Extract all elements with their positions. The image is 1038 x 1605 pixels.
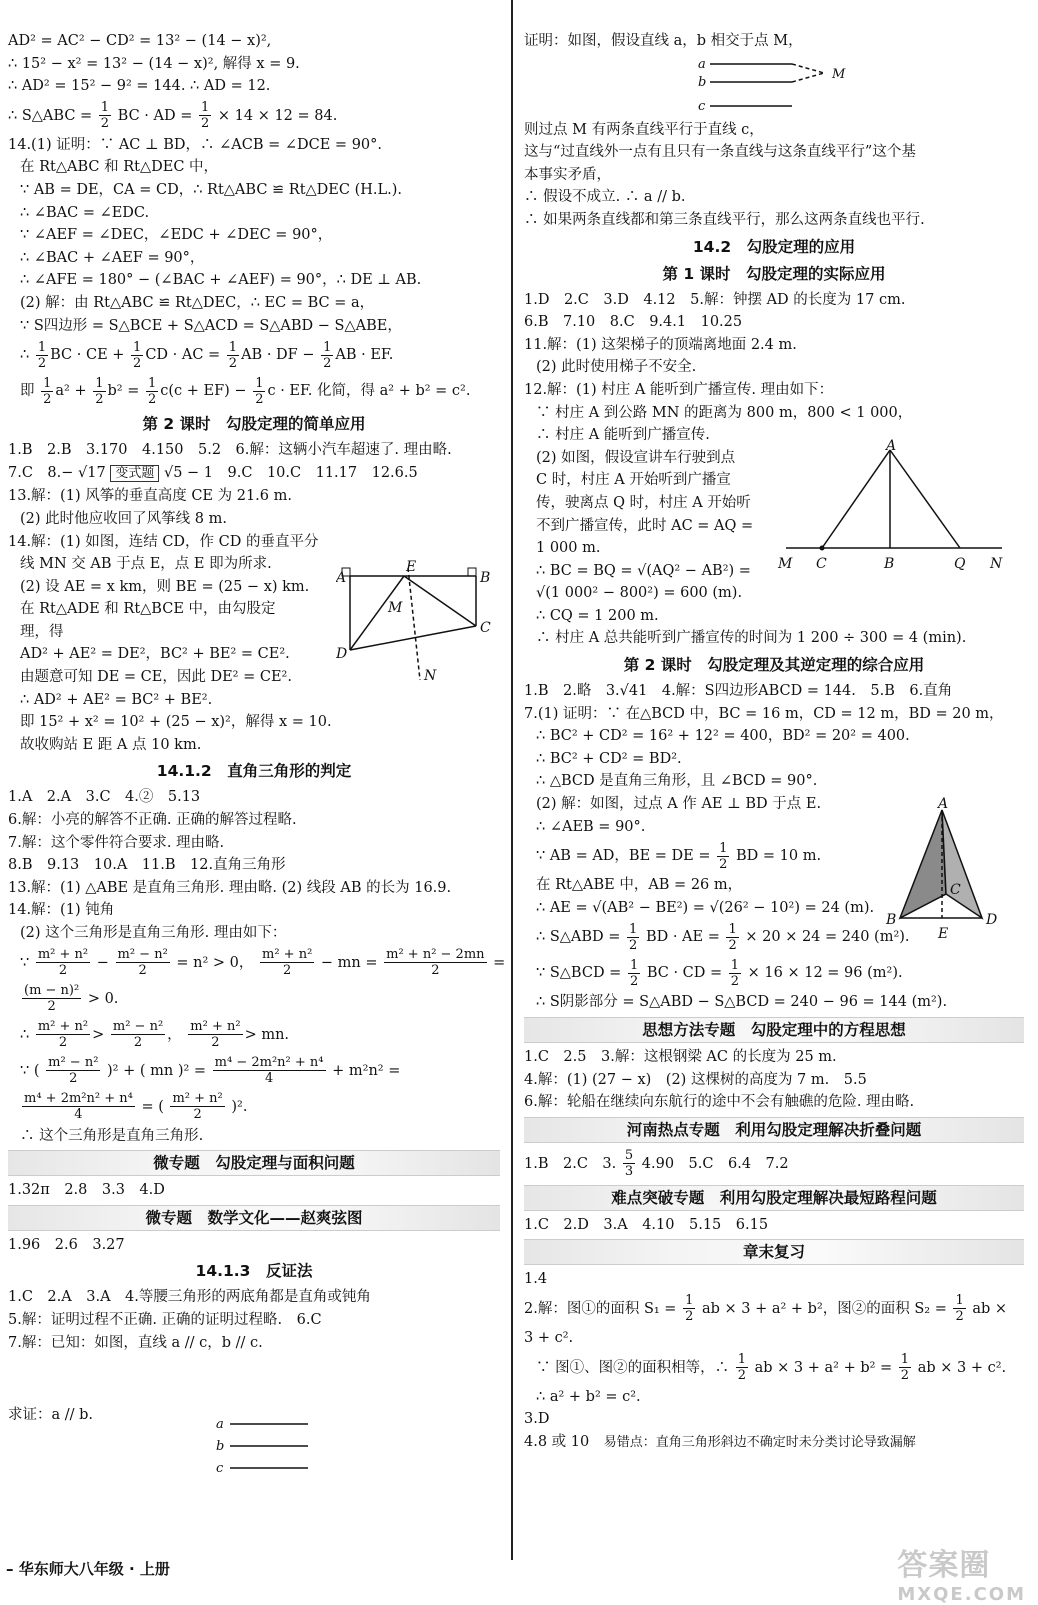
answer-line: ∴ BC² + CD² = BD². bbox=[536, 750, 682, 767]
text-line: ∵ S四边形 = S△BCE + S△ACD = S△ABD − S△ABE， bbox=[20, 317, 402, 334]
answer-line: AD² + AE² = DE²，BC² + BE² = CE². bbox=[20, 646, 290, 663]
fraction: $\frac{1}{2}$ bbox=[200, 100, 210, 132]
text-line: ∴ AD² = 15² − 9² = 144. ∴ AD = 12. bbox=[8, 78, 271, 95]
answer-line: 1.A 2.A 3.C 4.② 5.13 bbox=[8, 789, 201, 806]
watermark-logo: 答案圈 MXQE.COM bbox=[897, 1548, 1026, 1605]
answer-line: 1.C 2.5 3.解：这根钢梁 AC 的长度为 25 m. bbox=[524, 1049, 837, 1065]
answer-line: 7.(1) 证明：∵ 在△BCD 中，BC = 16 m，CD = 12 m，BD = 20 m， bbox=[524, 705, 1004, 722]
svg-text:b: b bbox=[698, 75, 707, 90]
formula-line: $\frac{\text{m⁴ + 2m²n² + n⁴}}{4}$ = ( $\frac{\text{m² + n²}}{2}$ )². bbox=[24, 1091, 248, 1123]
answer-line: 1.B 2.略 3.√41 4.解：S四边形ABCD = 144. 5.B 6.直角 bbox=[524, 683, 953, 700]
answer-line: ∴ S△ABD = $\frac{1}{2}$ BD · AE = $\frac{1}{2}$ × 20 × 24 = 240 (m²). bbox=[536, 921, 910, 953]
section-heading: 14.1.3 反证法 bbox=[195, 1262, 313, 1281]
svg-text:N: N bbox=[990, 556, 1003, 572]
section-heading: 14.1.2 直角三角形的判定 bbox=[156, 762, 352, 781]
answer-line: (2) 此时他应收回了风筝线 8 m. bbox=[20, 510, 227, 527]
text-line: ∴ 如果两条直线都和第三条直线平行，那么这两条直线也平行. bbox=[524, 211, 925, 228]
svg-text:A: A bbox=[938, 796, 949, 812]
answer-line: 由题意可知 DE = CE，因此 DE² = CE². bbox=[20, 669, 292, 686]
svg-text:a: a bbox=[698, 57, 706, 72]
answer-line: C 时，村庄 A 开始听到广播宣 bbox=[536, 472, 731, 489]
answer-line: 5.解：证明过程不正确. 正确的证明过程略. 6.C bbox=[8, 1311, 322, 1328]
answer-line: 1.D 2.C 3.D 4.12 5.解：钟摆 AD 的长度为 17 cm. bbox=[524, 291, 906, 308]
svg-text:c: c bbox=[698, 99, 706, 114]
answer-line: 1.C 2.A 3.A 4.等腰三角形的两底角都是直角或钝角 bbox=[8, 1289, 371, 1306]
answer-line: ∵ S△BCD = $\frac{1}{2}$ BC · CD = $\frac{1}{2}$ × 16 × 12 = 96 (m²). bbox=[536, 957, 903, 989]
text-line: ∴ S△ABC = $\frac{1}{2}$ BC · AD = $\frac{1}{2}$ × 14 × 12 = 84. bbox=[8, 100, 338, 132]
column-divider bbox=[511, 0, 513, 1560]
answer-line: ∵ 图①、图②的面积相等，∴ $\frac{1}{2}$ ab × 3 + a² + b² = $\frac{1}{2}$ ab × 3 + c². bbox=[536, 1352, 1007, 1384]
answer-line: 在 Rt△ADE 和 Rt△BCE 中，由勾股定 bbox=[20, 601, 276, 618]
answer-line: 线 MN 交 AB 于点 E，点 E 即为所求. bbox=[20, 556, 272, 573]
answer-line: 故收购站 E 距 A 点 10 km. bbox=[20, 736, 202, 753]
svg-text:M: M bbox=[778, 556, 793, 572]
figure-shaded-triangle bbox=[882, 796, 1012, 944]
answer-line: ∴ a² + b² = c². bbox=[536, 1388, 641, 1405]
answer-line: 14.解：(1) 如图，连结 CD，作 CD 的垂直平分 bbox=[8, 533, 319, 550]
svg-text:C: C bbox=[816, 556, 827, 572]
svg-text:M: M bbox=[832, 67, 846, 82]
section-heading: 第 2 课时 勾股定理的简单应用 bbox=[142, 415, 366, 434]
formula-line: ∵ ( $\frac{\text{m² − n²}}{2}$ )² + ( mn )² = $\frac{\text{m⁴ − 2m²n² + n⁴}}{4}$ + m²n² = bbox=[20, 1055, 401, 1087]
text-line: ∴ $\frac{1}{2}$ BC · CE + $\frac{1}{2}$ CD · AC = $\frac{1}{2}$ AB · DF − $\frac{1}{2}$ AB · EF. bbox=[20, 339, 394, 371]
text-line: 则过点 M 有两条直线平行于直线 c， bbox=[524, 121, 764, 138]
svg-text:C: C bbox=[950, 882, 961, 898]
answer-line: 传，驶离点 Q 时，村庄 A 开始听 bbox=[536, 494, 751, 511]
variant-badge: 变式题 bbox=[110, 465, 159, 482]
answer-line: ∴ BC = BQ = √(AQ² − AB²) = bbox=[536, 562, 751, 579]
answer-line: 3.D bbox=[524, 1411, 550, 1428]
text-line: 证明：如图，假设直线 a，b 相交于点 M， bbox=[524, 33, 803, 49]
text-line: 在 Rt△ABC 和 Rt△DEC 中， bbox=[20, 159, 219, 176]
svg-text:B: B bbox=[884, 556, 895, 572]
section-heading: 河南热点专题 利用勾股定理解决折叠问题 bbox=[524, 1117, 1024, 1143]
answer-line: ∴ BC² + CD² = 16² + 12² = 400，BD² = 20² = 400. bbox=[536, 728, 910, 745]
section-heading: 14.2 勾股定理的应用 bbox=[692, 237, 856, 256]
answer-line: ∵ 村庄 A 到公路 MN 的距离为 800 m，800 < 1 000， bbox=[536, 404, 913, 421]
answer-line: 1.32π 2.8 3.3 4.D bbox=[8, 1182, 165, 1199]
answer-line: √(1 000² − 800²) = 600 (m). bbox=[536, 585, 743, 602]
answer-line: ∴ 村庄 A 能听到广播宣传. bbox=[536, 427, 710, 444]
answer-line: ∴ AD² + AE² = BC² + BE². bbox=[20, 691, 213, 708]
svg-text:c: c bbox=[216, 1461, 224, 1476]
answer-line: 11.解：(1) 这架梯子的顶端离地面 2.4 m. bbox=[524, 336, 797, 353]
text-line: 本事实矛盾， bbox=[524, 166, 611, 183]
answer-line: 3 + c². bbox=[524, 1329, 574, 1346]
answer-line: (2) 解：如图，过点 A 作 AE ⊥ BD 于点 E. bbox=[536, 796, 822, 813]
answer-line: (2) 设 AE = x km，则 BE = (25 − x) km. bbox=[20, 578, 310, 595]
answer-line: 13.解：(1) 风筝的垂直高度 CE 为 21.6 m. bbox=[8, 488, 292, 505]
figure-village-road bbox=[776, 438, 1006, 576]
text-line: ∵ ∠AEF = ∠DEC，∠EDC + ∠DEC = 90°， bbox=[20, 227, 333, 244]
answer-line: 8.B 9.13 10.A 11.B 12.直角三角形 bbox=[8, 857, 286, 874]
answer-line: 即 15² + x² = 10² + (25 − x)²，解得 x = 10. bbox=[20, 714, 332, 731]
svg-text:B: B bbox=[480, 570, 491, 586]
text-line: ∴ ∠BAC + ∠AEF = 90°， bbox=[20, 249, 205, 266]
formula-line: ∵ $\frac{\text{m² + n²}}{2}$ − $\frac{\text{m² − n²}}{2}$ = n² > 0， $\frac{\text{m² + n²}}{2}$ − mn = $\frac{\text{m² + n² − 2mn}}{2}$ = bbox=[20, 947, 506, 979]
answer-line: ∴ △BCD 是直角三角形，且 ∠BCD = 90°. bbox=[536, 773, 818, 790]
fraction: $\frac{1}{2}$ bbox=[100, 100, 110, 132]
answer-line: 6.解：轮船在继续向东航行的途中不会有触礁的危险. 理由略. bbox=[524, 1094, 915, 1111]
answer-line: 1.B 2.B 3.170 4.150 5.2 6.解：这辆小汽车超速了. 理由略. bbox=[8, 442, 452, 459]
answer-line: 4.8 或 10 易错点：直角三角形斜边不确定时未分类讨论导致漏解 bbox=[524, 1433, 916, 1450]
section-heading: 思想方法专题 勾股定理中的方程思想 bbox=[524, 1017, 1024, 1043]
answer-line: 6.解：小亮的解答不正确. 正确的解答过程略. bbox=[8, 812, 297, 829]
text-line: ∴ 15² − x² = 13² − (14 − x)², 解得 x = 9. bbox=[8, 55, 300, 72]
answer-line: 14.解：(1) 钝角 bbox=[8, 902, 115, 919]
section-heading: 微专题 勾股定理与面积问题 bbox=[8, 1150, 500, 1176]
left-column bbox=[8, 30, 506, 1427]
right-column bbox=[524, 30, 1024, 1454]
section-heading: 章末复习 bbox=[524, 1239, 1024, 1265]
answer-line: 不到广播宣传，此时 AC = AQ = bbox=[536, 517, 754, 534]
text-line: ∴ ∠BAC = ∠EDC. bbox=[20, 204, 150, 221]
answer-line: ∵ AB = AD，BE = DE = $\frac{1}{2}$ BD = 10 m. bbox=[536, 840, 822, 872]
figure-parallel-lines bbox=[210, 1414, 320, 1476]
answer-line: 4.解：(1) (27 − x) (2) 这棵树的高度为 7 m. 5.5 bbox=[524, 1071, 867, 1088]
answer-line: ∴ CQ = 1 200 m. bbox=[536, 607, 659, 624]
text-line: 这与“过直线外一点有且只有一条直线与这条直线平行”这个基 bbox=[524, 144, 916, 161]
svg-text:b: b bbox=[216, 1439, 225, 1454]
answer-line: ∴ ∠AEB = 90°. bbox=[536, 818, 646, 835]
svg-text:M: M bbox=[388, 600, 403, 616]
answer-line: 13.解：(1) △ABE 是直角三角形. 理由略. (2) 线段 AB 的长为 16.9. bbox=[8, 879, 452, 896]
svg-text:N: N bbox=[424, 668, 437, 684]
text-line: (2) 解：由 Rt△ABC ≌ Rt△DEC，∴ EC = BC = a， bbox=[20, 294, 375, 311]
answer-line: 7.C 8.− √17 变式题 √5 − 1 9.C 10.C 11.17 12.6.5 bbox=[8, 464, 418, 481]
svg-text:B: B bbox=[886, 912, 897, 928]
answer-line: 1.96 2.6 3.27 bbox=[8, 1236, 125, 1253]
svg-text:E: E bbox=[938, 926, 949, 942]
text-line: 14.(1) 证明：∵ AC ⊥ BD，∴ ∠ACB = ∠DCE = 90°. bbox=[8, 136, 382, 153]
text-line: 即 $\frac{1}{2}$ a² + $\frac{1}{2}$ b² = $\frac{1}{2}$ c(c + EF) − $\frac{1}{2}$ c · EF. 化简，得 a² + b² = c². bbox=[20, 375, 471, 407]
text-line: ∴ 假设不成立. ∴ a // b. bbox=[524, 189, 686, 206]
answer-line: ∴ AE = √(AB² − BE²) = √(26² − 10²) = 24 (m). bbox=[536, 899, 875, 916]
svg-text:A: A bbox=[336, 570, 347, 586]
section-heading: 难点突破专题 利用勾股定理解决最短路程问题 bbox=[524, 1185, 1024, 1211]
svg-text:A: A bbox=[886, 438, 897, 454]
section-heading: 微专题 数学文化——赵爽弦图 bbox=[8, 1205, 500, 1231]
answer-line: 1.C 2.D 3.A 4.10 5.15 6.15 bbox=[524, 1216, 769, 1233]
svg-text:D: D bbox=[986, 912, 998, 928]
answer-line: 理，得 bbox=[20, 623, 64, 640]
answer-line: (2) 如图，假设宣讲车行驶到点 bbox=[536, 449, 736, 466]
figure-three-lines-m bbox=[696, 52, 856, 114]
page-footer: – 华东师大八年级 · 上册 bbox=[6, 1560, 170, 1578]
answer-line: 2.解：图①的面积 S₁ = $\frac{1}{2}$ ab × 3 + a² + b²，图②的面积 S₂ = $\frac{1}{2}$ ab × bbox=[524, 1293, 1008, 1325]
text-line: ∵ AB = DE，CA = CD，∴ Rt△ABC ≌ Rt△DEC (H.L.). bbox=[20, 181, 403, 198]
section-subheading: 第 2 课时 勾股定理及其逆定理的综合应用 bbox=[623, 656, 925, 675]
answer-line: 1.4 bbox=[524, 1271, 548, 1288]
svg-text:E: E bbox=[406, 559, 417, 575]
answer-line: ∴ 村庄 A 总共能听到广播宣传的时间为 1 200 ÷ 300 = 4 (min). bbox=[536, 630, 967, 647]
answer-line: (2) 这个三角形是直角三角形. 理由如下： bbox=[20, 925, 287, 941]
svg-text:C: C bbox=[480, 620, 491, 636]
svg-text:a: a bbox=[216, 1417, 224, 1432]
answer-line: 求证：a // b. bbox=[8, 1407, 94, 1424]
formula-line: ∴ $\frac{\text{m² + n²}}{2}$ > $\frac{\text{m² − n²}}{2}$ ， $\frac{\text{m² + n²}}{2}$ > mn. bbox=[20, 1019, 290, 1051]
answer-line: 7.解：这个零件符合要求. 理由略. bbox=[8, 834, 225, 851]
svg-text:D: D bbox=[336, 646, 348, 662]
answer-line: 7.解：已知：如图，直线 a // c，b // c. bbox=[8, 1334, 263, 1351]
text-line: AD² = AC² − CD² = 13² − (14 − x)², bbox=[8, 33, 272, 49]
text-line: ∴ ∠AFE = 180° − (∠BAC + ∠AEF) = 90°，∴ DE ⊥ AB. bbox=[20, 272, 422, 289]
answer-line: 在 Rt△ABE 中，AB = 26 m， bbox=[536, 877, 743, 894]
answer-line: 12.解：(1) 村庄 A 能听到广播宣传. 理由如下： bbox=[524, 381, 834, 398]
figure-rectangle-perp-bisector bbox=[336, 558, 502, 698]
answer-line: 1.B 2.C 3. $\frac{5}{3}$ 4.90 5.C 6.4 7.2 bbox=[524, 1148, 789, 1180]
answer-line: 1 000 m. bbox=[536, 540, 601, 557]
section-subheading: 第 1 课时 勾股定理的实际应用 bbox=[662, 264, 886, 283]
answer-line: ∴ S阴影部分 = S△ABD − S△BCD = 240 − 96 = 144 (m²). bbox=[536, 994, 948, 1011]
answer-line: (2) 此时使用梯子不安全. bbox=[536, 359, 697, 376]
answer-line: 6.B 7.10 8.C 9.4.1 10.25 bbox=[524, 314, 743, 331]
formula-line: $\frac{\text{(m − n)²}}{2}$ > 0. bbox=[24, 983, 119, 1015]
answer-line: ∴ 这个三角形是直角三角形. bbox=[20, 1127, 204, 1144]
svg-text:Q: Q bbox=[954, 556, 966, 572]
